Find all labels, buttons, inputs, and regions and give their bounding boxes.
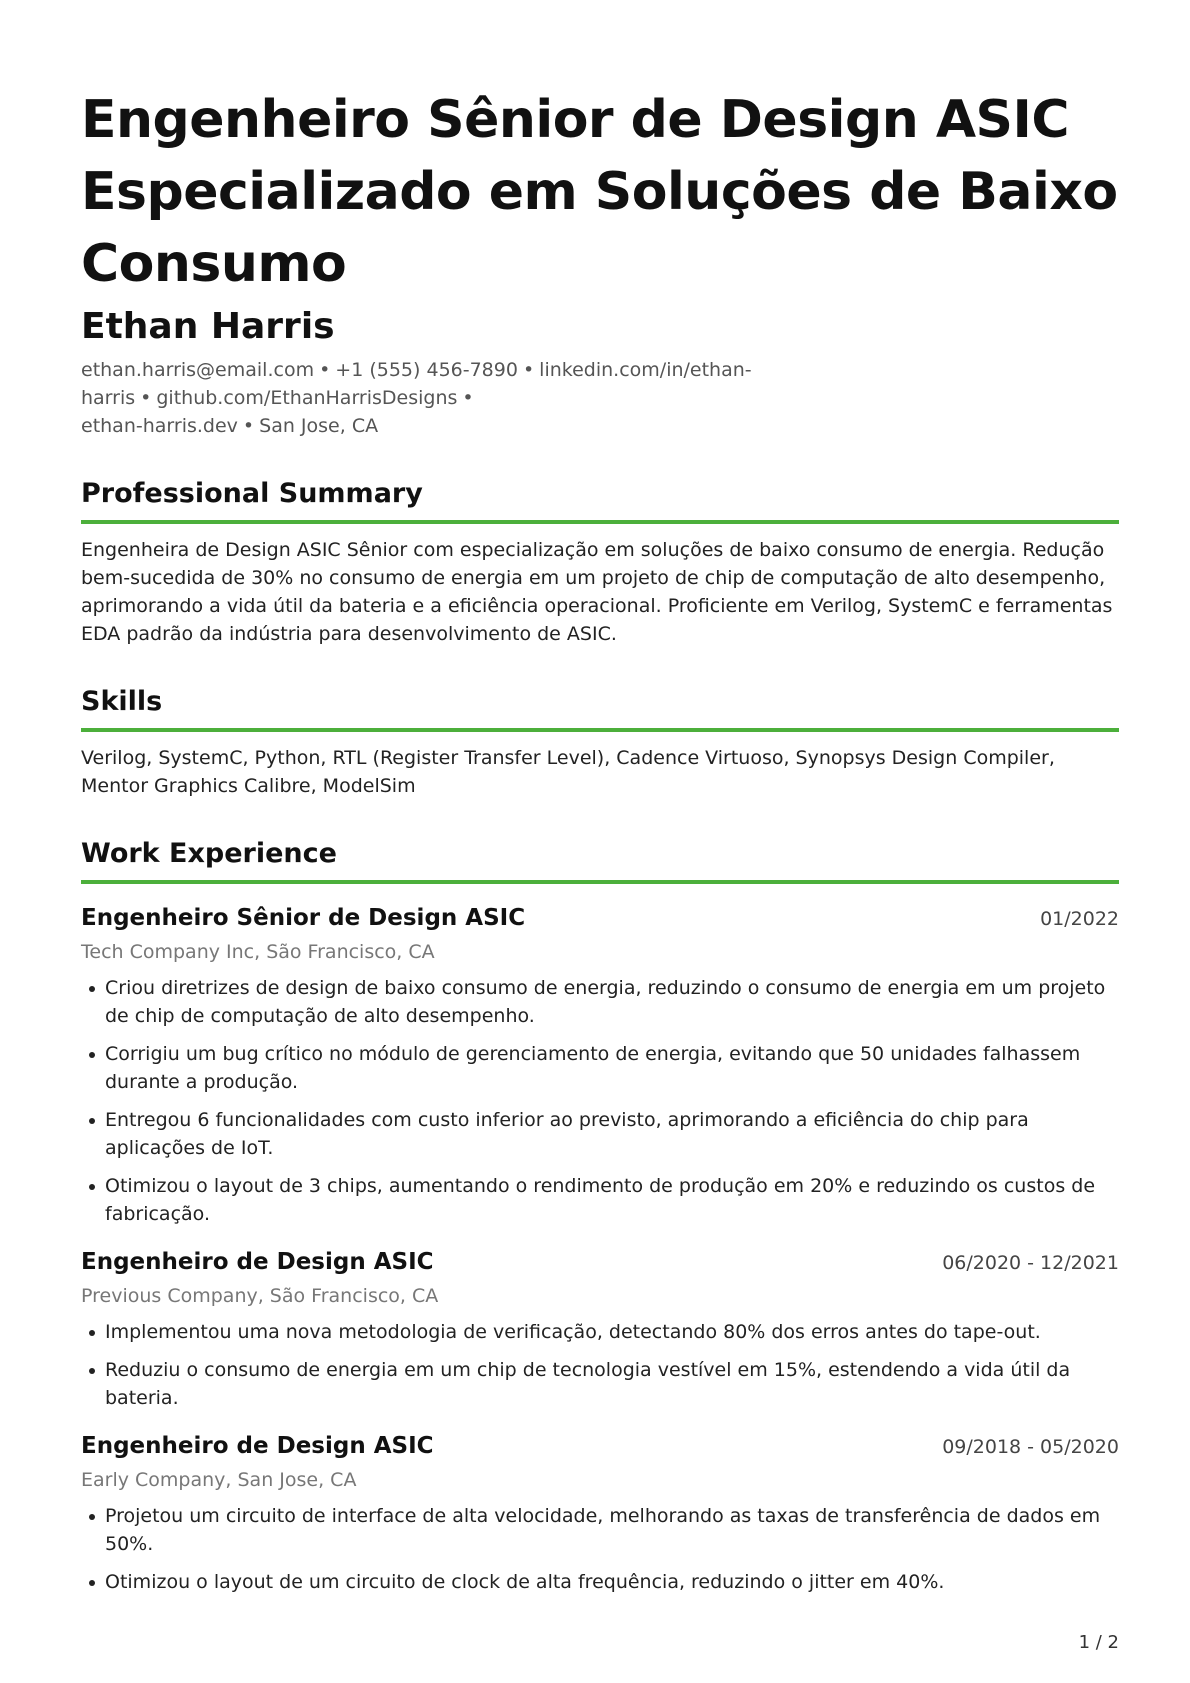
- page-number: 1 / 2: [1078, 1632, 1119, 1653]
- contact-separator: •: [522, 359, 535, 381]
- section-heading: Skills: [81, 684, 1119, 732]
- resume-title-line: Especializado em Soluções de Baixo: [81, 162, 1118, 222]
- job-header: [81, 1430, 1119, 1462]
- job-entry: [81, 1430, 1119, 1596]
- contact-info: [81, 356, 1119, 440]
- contact-separator: •: [242, 415, 255, 437]
- job-header: [81, 1246, 1119, 1278]
- phone-link[interactable]: +1 (555) 456-7890: [335, 359, 518, 381]
- contact-row: [81, 356, 1119, 412]
- email-link[interactable]: ethan.harris@email.com: [81, 359, 315, 381]
- contact-separator: •: [319, 359, 331, 381]
- job-company: Early Company, San Jose, CA: [81, 1469, 357, 1491]
- job-bullet: Corrigiu um bug crítico no módulo de gerenciamento de energia, evitando que 50 unidades falhassem durante a produção.: [81, 1040, 1119, 1096]
- job-company: Previous Company, São Francisco, CA: [81, 1285, 439, 1307]
- job-header: [81, 902, 1119, 934]
- job-bullet: Projetou um circuito de interface de alta velocidade, melhorando as taxas de transferência de dados em 50%.: [81, 1502, 1119, 1558]
- job-role: Engenheiro Sênior de Design ASIC: [81, 905, 526, 931]
- job-bullet: Implementou uma nova metodologia de verificação, detectando 80% dos erros antes do tape-out.: [81, 1318, 1119, 1346]
- resume-title: [81, 84, 1119, 300]
- summary-section: [81, 476, 1119, 648]
- contact-row: [81, 412, 1119, 440]
- skills-text: Verilog, SystemC, Python, RTL (Register Transfer Level), Cadence Virtuoso, Synopsys Design Compiler, Mentor Graphics Calibre, ModelSim: [81, 747, 1055, 797]
- job-role: Engenheiro de Design ASIC: [81, 1249, 434, 1275]
- job-bullet: Otimizou o layout de 3 chips, aumentando o rendimento de produção em 20% e reduzindo os custos de fabricação.: [81, 1172, 1119, 1228]
- section-heading: Professional Summary: [81, 476, 1119, 524]
- job-entry: [81, 902, 1119, 1228]
- contact-separator: •: [462, 387, 474, 409]
- job-bullet: Entregou 6 funcionalidades com custo inferior ao previsto, aprimorando a eficiência do chip para aplicações de IoT.: [81, 1106, 1119, 1162]
- job-date: 06/2020 - 12/2021: [942, 1252, 1119, 1274]
- job-role: Engenheiro de Design ASIC: [81, 1433, 434, 1459]
- job-bullet: Otimizou o layout de um circuito de clock de alta frequência, reduzindo o jitter em 40%.: [81, 1568, 1119, 1596]
- job-date: 09/2018 - 05/2020: [942, 1436, 1119, 1458]
- job-bullets: [81, 974, 1119, 1228]
- summary-text: Engenheira de Design ASIC Sênior com especialização em soluções de baixo consumo de energia. Redução bem-sucedida de 30% no consumo de energia em um projeto de chip de computação de alto desempenho, aprimorando a vida útil da bateria e a eficiência operacional. Proficiente em Verilog, SystemC e ferramentas EDA padrão da indústria para desenvolvimento de ASIC.: [81, 539, 1113, 645]
- location-text: San Jose, CA: [259, 415, 379, 437]
- experience-section: [81, 836, 1119, 1596]
- job-entry: [81, 1246, 1119, 1412]
- skills-section: [81, 684, 1119, 800]
- resume-title-line: Engenheiro Sênior de Design ASIC: [81, 90, 1070, 150]
- github-link[interactable]: github.com/EthanHarrisDesigns: [156, 387, 458, 409]
- job-bullet: Criou diretrizes de design de baixo consumo de energia, reduzindo o consumo de energia em um projeto de chip de computação de alto desempenho.: [81, 974, 1119, 1030]
- job-company: Tech Company Inc, São Francisco, CA: [81, 941, 435, 963]
- website-link[interactable]: ethan-harris.dev: [81, 415, 238, 437]
- resume-page: [81, 84, 1119, 1606]
- job-bullets: [81, 1502, 1119, 1596]
- section-heading: Work Experience: [81, 836, 1119, 884]
- resume-title-line: Consumo: [81, 234, 347, 294]
- job-bullets: [81, 1318, 1119, 1412]
- contact-separator: •: [140, 387, 152, 409]
- person-name: Ethan Harris: [81, 306, 335, 347]
- linkedin-link[interactable]: linkedin.com/in/ethan-harris: [81, 359, 752, 409]
- job-date: 01/2022: [1040, 908, 1119, 930]
- job-bullet: Reduziu o consumo de energia em um chip de tecnologia vestível em 15%, estendendo a vida útil da bateria.: [81, 1356, 1119, 1412]
